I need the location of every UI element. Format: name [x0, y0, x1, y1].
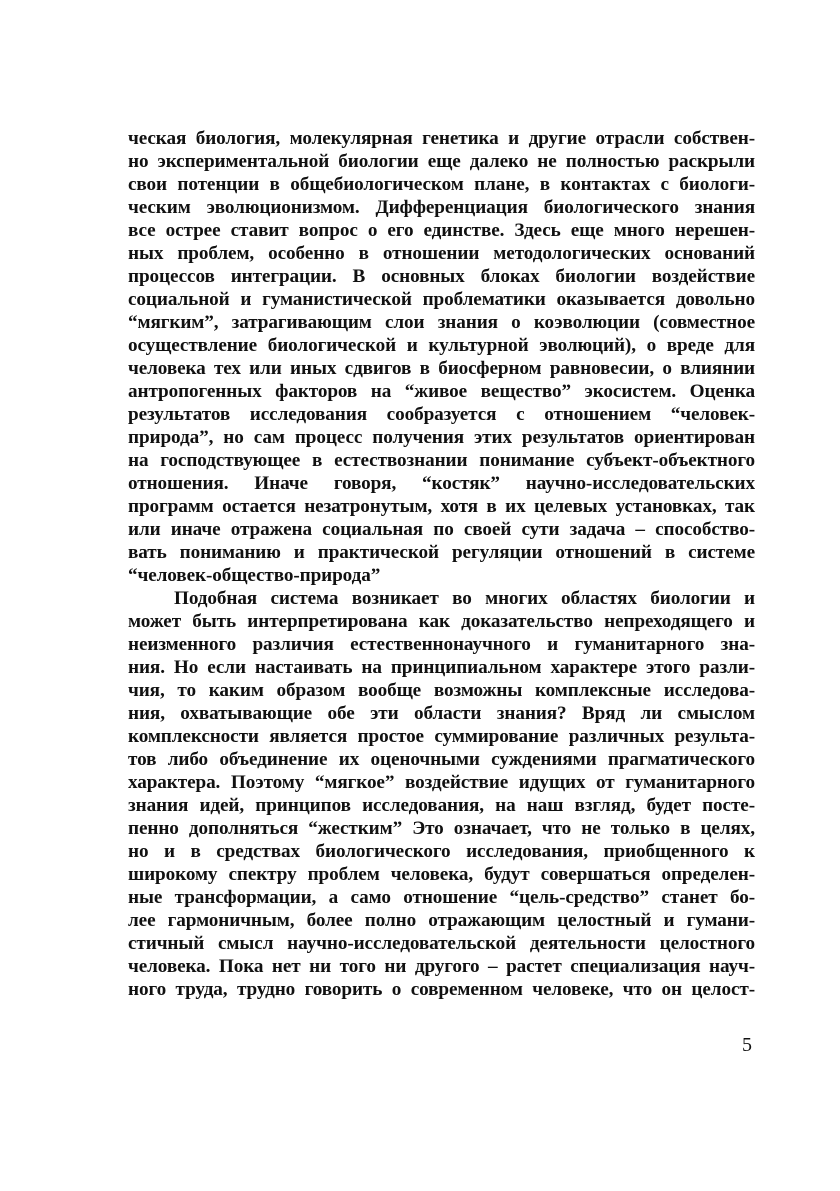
- text-line: человека тех или иных сдвигов в биосферном равновесии, о влиянии: [128, 358, 755, 379]
- text-line: ных проблем, особенно в отношении методологических оснований: [128, 243, 755, 264]
- paragraph-1: [128, 127, 755, 587]
- text-line: ния, охватывающие обе эти области знания? Вряд ли смыслом: [128, 703, 755, 724]
- text-line: антропогенных факторов на “живое вещество” экосистем. Оценка: [128, 381, 755, 402]
- text-line: на господствующее в естествознании понимание субъект-объектного: [128, 450, 755, 471]
- text-line: но экспериментальной биологии еще далеко не полностью раскрыли: [128, 151, 755, 172]
- text-line: или иначе отражена социальная по своей сути задача – способство-: [128, 519, 755, 540]
- text-line: ные трансформации, а само отношение “цель-средство” станет бо-: [128, 887, 755, 908]
- text-line: “мягким”, затрагивающим слои знания о коэволюции (совместное: [128, 312, 755, 333]
- text-line: ния. Но если настаивать на принципиальном характере этого разли-: [128, 657, 755, 678]
- text-line: “человек-общество-природа”: [128, 565, 381, 586]
- text-line: лее гармоничным, более полно отражающим целостный и гумани-: [128, 910, 755, 931]
- page-number: 5: [742, 1034, 752, 1056]
- text-line: ческая биология, молекулярная генетика и другие отрасли собствен-: [128, 128, 755, 149]
- text-line: человека. Пока нет ни того ни другого – растет специализация науч-: [128, 956, 755, 977]
- text-line: комплексности является простое суммирование различных результа-: [128, 726, 755, 747]
- text-line: социальной и гуманистической проблематики оказывается довольно: [128, 289, 755, 310]
- text-line: стичный смысл научно-исследовательской деятельности целостного: [128, 933, 755, 954]
- text-line: все острее ставит вопрос о его единстве. Здесь еще много нерешен-: [128, 220, 755, 241]
- text-line: характера. Поэтому “мягкое” воздействие идущих от гуманитарного: [128, 772, 755, 793]
- text-line: отношения. Иначе говоря, “костяк” научно-исследовательских: [128, 473, 755, 494]
- text-line: знания идей, принципов исследования, на наш взгляд, будет посте-: [128, 795, 755, 816]
- text-line: может быть интерпретирована как доказательство непреходящего и: [128, 611, 755, 632]
- text-line: ного труда, трудно говорить о современном человеке, что он целост-: [128, 979, 755, 1000]
- text-line: неизменного различия естественнонаучного и гуманитарного зна-: [128, 634, 755, 655]
- text-line: пенно дополняться “жестким” Это означает, что не только в целях,: [128, 818, 755, 839]
- text-line: вать пониманию и практической регуляции отношений в системе: [128, 542, 755, 563]
- text-line: свои потенции в общебиологическом плане, в контактах с биологи-: [128, 174, 755, 195]
- text-line: природа”, но сам процесс получения этих результатов ориентирован: [128, 427, 755, 448]
- text-line: результатов исследования сообразуется с отношением “человек-: [128, 404, 755, 425]
- text-line: Подобная система возникает во многих областях биологии и: [174, 588, 755, 609]
- text-line: тов либо объединение их оценочными суждениями прагматического: [128, 749, 755, 770]
- text-line: осуществление биологической и культурной эволюций), о вреде для: [128, 335, 755, 356]
- text-line: чия, то каким образом вообще возможны комплексные исследова-: [128, 680, 755, 701]
- text-line: программ остается незатронутым, хотя в их целевых установках, так: [128, 496, 755, 517]
- body-text: [128, 127, 755, 1001]
- text-line: но и в средствах биологического исследования, приобщенного к: [128, 841, 755, 862]
- text-line: широкому спектру проблем человека, будут совершаться определен-: [128, 864, 755, 885]
- text-line: процессов интеграции. В основных блоках биологии воздействие: [128, 266, 755, 287]
- text-line: ческим эволюционизмом. Дифференциация биологического знания: [128, 197, 755, 218]
- paragraph-2: [128, 587, 755, 1001]
